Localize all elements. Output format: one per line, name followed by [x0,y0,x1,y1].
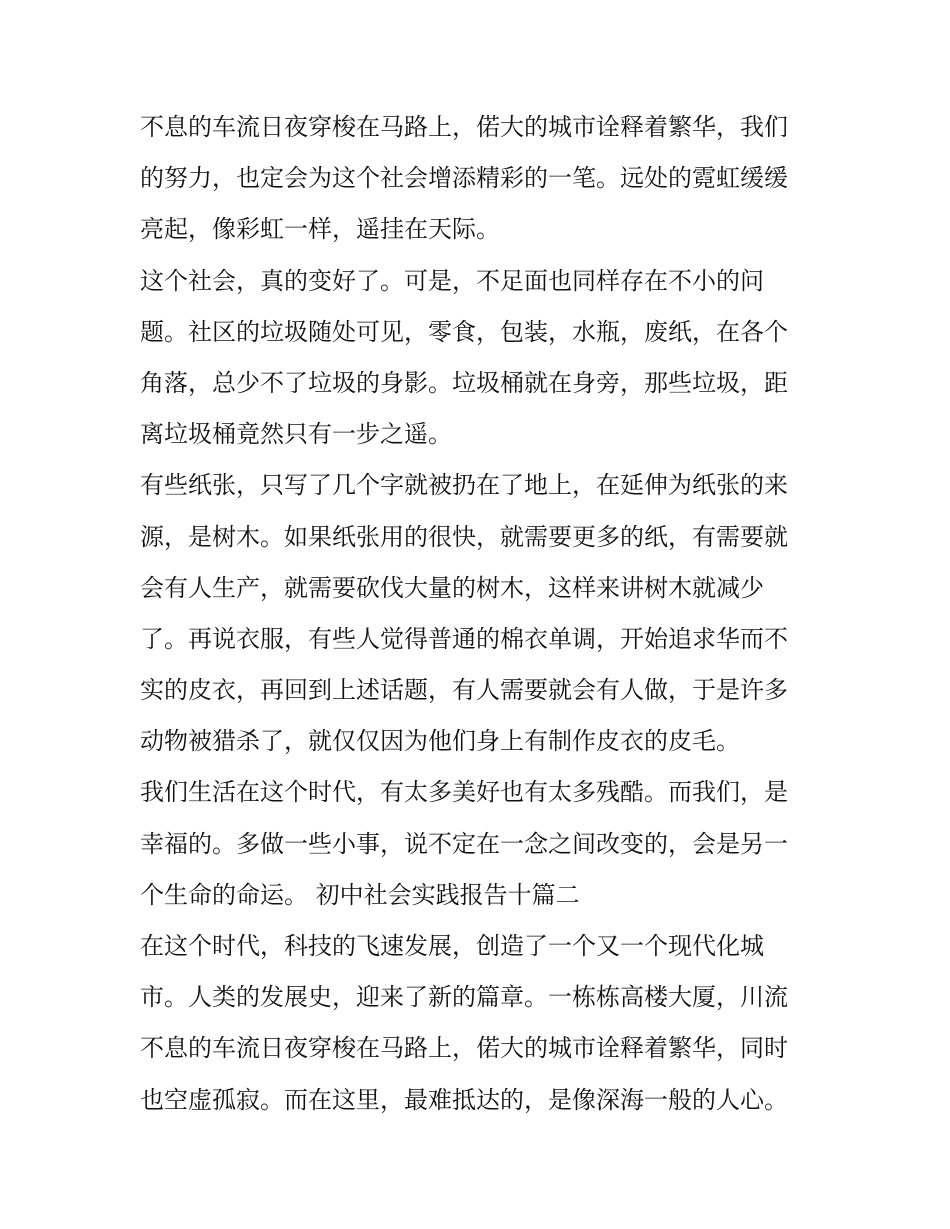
text-line: 不息的车流日夜穿梭在马路上，偌大的城市诠释着繁华，我们 [140,113,788,141]
text-line: 也空虚孤寂。而在这里，最难抵达的，是像深海一般的人心。 [140,1085,788,1114]
text-line: 有些纸张，只写了几个字就被扔在了地上，在延伸为纸张的来 [140,471,788,500]
body-text [140,102,820,1126]
text-line: 亮起，像彩虹一样，遥挂在天际。 [140,215,500,244]
text-line: 幸福的。多做一些小事，说不定在一念之间改变的，会是另一 [140,829,788,858]
text-line: 个生命的命运。 初中社会实践报告十篇二 [140,880,580,909]
text-line: 了。再说衣服，有些人觉得普通的棉衣单调，开始追求华而不 [140,624,788,653]
text-line: 的努力，也定会为这个社会增添精彩的一笔。远处的霓虹缓缓 [140,164,788,193]
text-line: 在这个时代，科技的飞速发展，创造了一个又一个现代化城 [140,932,764,960]
text-line: 题。社区的垃圾随处可见，零食，包装，水瓶，废纸，在各个 [140,317,788,346]
text-line: 我们生活在这个时代，有太多美好也有太多残酷。而我们，是 [140,778,788,807]
text-line: 动物被猎杀了，就仅仅因为他们身上有制作皮衣的皮毛。 [140,727,740,756]
text-line: 源，是树木。如果纸张用的很快，就需要更多的纸，有需要就 [140,522,788,551]
text-line: 这个社会，真的变好了。可是，不足面也同样存在不小的问 [140,266,764,295]
text-line: 离垃圾桶竟然只有一步之遥。 [140,420,452,449]
text-line: 市。人类的发展史，迎来了新的篇章。一栋栋高楼大厦，川流 [140,983,788,1012]
text-line: 会有人生产，就需要砍伐大量的树木，这样来讲树木就减少 [140,573,764,602]
text-line: 不息的车流日夜穿梭在马路上，偌大的城市诠释着繁华，同时 [140,1034,788,1063]
text-line: 角落，总少不了垃圾的身影。垃圾桶就在身旁，那些垃圾，距 [140,368,788,397]
text-line: 实的皮衣，再回到上述话题，有人需要就会有人做，于是许多 [140,676,788,705]
